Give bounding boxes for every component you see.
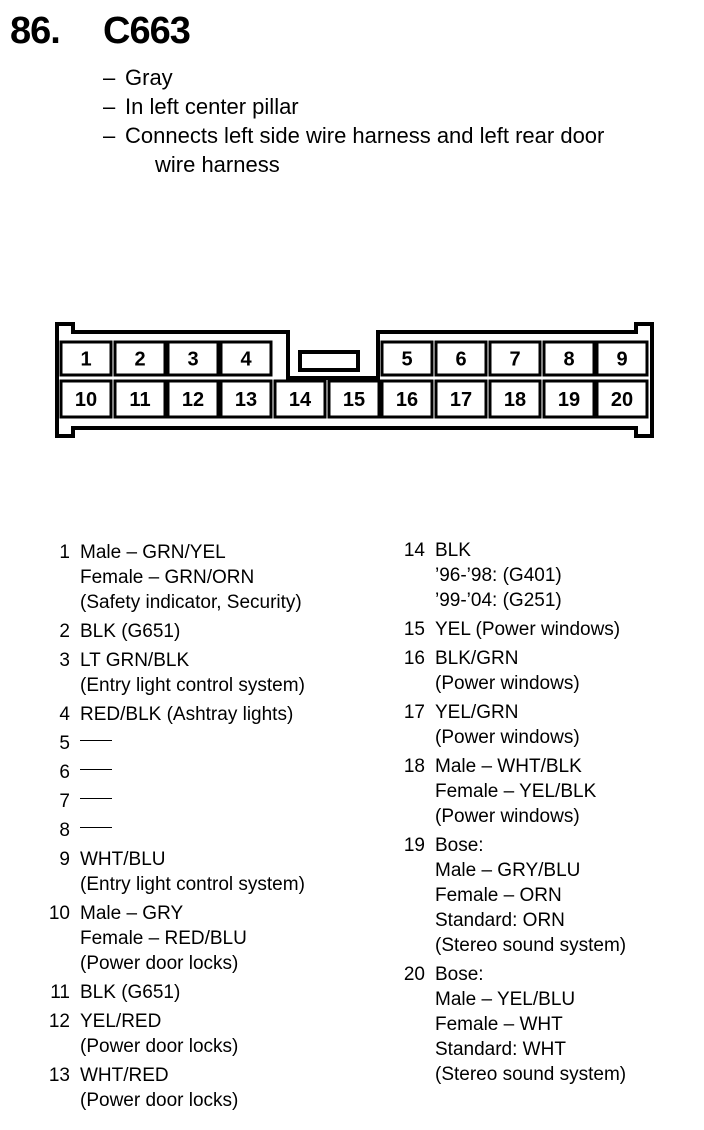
pin-detail-line: (Entry light control system) xyxy=(80,675,305,696)
pin-detail-line: (Stereo sound system) xyxy=(435,1064,627,1085)
pin-entry-9 xyxy=(38,847,368,897)
pin-list-left xyxy=(38,540,368,1117)
pin-number: 13 xyxy=(48,1065,70,1086)
pin-entry-1 xyxy=(38,540,368,615)
pin-detail-line: (Power windows) xyxy=(435,727,580,748)
pin-number-label: 17 xyxy=(449,389,473,411)
pin-number: 8 xyxy=(59,820,70,841)
pin-detail-line: (Entry light control system) xyxy=(80,874,305,895)
pin-detail-line: BLK (G651) xyxy=(80,621,181,642)
pin-number: 4 xyxy=(59,704,70,725)
pin-number: 3 xyxy=(59,650,70,671)
pin-number: 9 xyxy=(59,849,70,870)
pin-number-label: 16 xyxy=(395,389,419,411)
pin-detail-line: Bose: xyxy=(435,835,484,856)
pin-number-label: 11 xyxy=(129,389,151,411)
pin-detail-line: BLK/GRN xyxy=(435,648,519,669)
pin-number: 16 xyxy=(403,648,425,669)
pin-detail-line: Female – RED/BLU xyxy=(80,928,247,949)
section-number: 86. xyxy=(10,10,60,52)
pin-detail-line: ’99-’04: (G251) xyxy=(435,590,562,611)
pin-number-label: 15 xyxy=(342,389,366,411)
pin-entry-17 xyxy=(393,700,693,750)
pin-number: 11 xyxy=(50,982,70,1003)
pin-detail-line: Female – WHT xyxy=(435,1014,563,1035)
pin-number-label: 6 xyxy=(455,348,467,371)
pin-detail-line: (Power door locks) xyxy=(80,1036,239,1057)
pin-number-label: 8 xyxy=(563,348,575,371)
connector-face-diagram xyxy=(0,0,704,460)
description-item: – Connects left side wire harness and left rear door wire harness xyxy=(103,123,605,177)
pin-entry-11 xyxy=(38,980,368,1005)
pin-detail-line: YEL/RED xyxy=(80,1011,162,1032)
pin-number-label: 19 xyxy=(557,389,581,411)
pin-detail-line: (Stereo sound system) xyxy=(435,935,627,956)
pin-list-right xyxy=(393,538,693,1091)
pin-entry-16 xyxy=(393,646,693,696)
pin-number-label: 1 xyxy=(80,348,92,371)
pin-entry-8 xyxy=(38,818,368,843)
unused-pin-dash xyxy=(80,818,368,843)
connector-code: C663 xyxy=(103,10,190,52)
pin-detail-line: Male – GRY/BLU xyxy=(435,860,581,881)
pin-number: 10 xyxy=(48,903,70,924)
pin-number: 15 xyxy=(403,619,425,640)
pin-entry-3 xyxy=(38,648,368,698)
pin-entry-13 xyxy=(38,1063,368,1113)
pin-detail-line: Standard: ORN xyxy=(435,910,565,931)
pin-number: 2 xyxy=(59,621,70,642)
pin-detail-line: ’96-’98: (G401) xyxy=(435,565,562,586)
pin-number: 20 xyxy=(403,964,425,985)
pin-detail-line: (Power windows) xyxy=(435,806,580,827)
pin-detail-line: Female – ORN xyxy=(435,885,562,906)
pin-number-label: 14 xyxy=(288,389,312,411)
pin-entry-7 xyxy=(38,789,368,814)
description-item: – In left center pillar xyxy=(103,94,299,119)
pin-detail-line: RED/BLK (Ashtray lights) xyxy=(80,704,294,725)
pin-detail-line: (Power door locks) xyxy=(80,953,239,974)
pin-detail-line: BLK xyxy=(435,540,471,561)
pin-detail-line: (Power door locks) xyxy=(80,1090,239,1111)
pin-number: 6 xyxy=(59,762,70,783)
pin-detail-line: LT GRN/BLK xyxy=(80,650,190,671)
pin-number-label: 20 xyxy=(610,389,634,411)
pin-detail-line: WHT/RED xyxy=(80,1065,169,1086)
pin-detail-line: BLK (G651) xyxy=(80,982,181,1003)
pin-number-label: 5 xyxy=(401,348,413,371)
pin-detail-line: (Power windows) xyxy=(435,673,580,694)
pin-number: 12 xyxy=(48,1011,70,1032)
pin-number-label: 12 xyxy=(181,389,205,411)
pin-entry-15 xyxy=(393,617,693,642)
pin-detail-line: (Safety indicator, Security) xyxy=(80,592,302,613)
pin-number-label: 10 xyxy=(74,389,98,411)
pin-detail-line: Female – GRN/ORN xyxy=(80,567,255,588)
pin-entry-18 xyxy=(393,754,693,829)
pin-detail-line: Male – YEL/BLU xyxy=(435,989,576,1010)
pin-number: 14 xyxy=(403,540,425,561)
pin-number: 17 xyxy=(403,702,425,723)
pin-entry-14 xyxy=(393,538,693,613)
pin-detail-line: Female – YEL/BLK xyxy=(435,781,597,802)
pin-number: 5 xyxy=(59,733,70,754)
pin-entry-6 xyxy=(38,760,368,785)
pin-number: 1 xyxy=(59,542,70,563)
pin-number-label: 2 xyxy=(134,348,146,371)
pin-number: 18 xyxy=(403,756,425,777)
pin-detail-line: YEL/GRN xyxy=(435,702,519,723)
pin-entry-10 xyxy=(38,901,368,976)
pin-number-label: 4 xyxy=(240,348,252,371)
pin-detail-line: Male – WHT/BLK xyxy=(435,756,582,777)
pin-detail-line: Standard: WHT xyxy=(435,1039,566,1060)
pin-entry-20 xyxy=(393,962,693,1087)
pin-entry-4 xyxy=(38,702,368,727)
unused-pin-dash xyxy=(80,789,368,814)
pin-entry-2 xyxy=(38,619,368,644)
connector-lock-tab xyxy=(300,352,358,370)
pin-detail-line: WHT/BLU xyxy=(80,849,166,870)
pin-entry-12 xyxy=(38,1009,368,1059)
pin-detail-line: Male – GRY xyxy=(80,903,184,924)
pin-number-label: 9 xyxy=(616,348,628,371)
pin-entry-19 xyxy=(393,833,693,958)
pin-number: 19 xyxy=(403,835,425,856)
pin-number: 7 xyxy=(59,791,70,812)
unused-pin-dash xyxy=(80,760,368,785)
pin-number-label: 18 xyxy=(503,389,527,411)
pin-number-label: 7 xyxy=(509,348,521,371)
pin-detail-line: Bose: xyxy=(435,964,484,985)
unused-pin-dash xyxy=(80,731,368,756)
pin-detail-line: YEL (Power windows) xyxy=(435,619,621,640)
pin-entry-5 xyxy=(38,731,368,756)
pin-number-label: 3 xyxy=(187,348,199,371)
pin-number-label: 13 xyxy=(234,389,258,411)
pin-detail-line: Male – GRN/YEL xyxy=(80,542,226,563)
description-item: – Gray xyxy=(103,65,173,90)
